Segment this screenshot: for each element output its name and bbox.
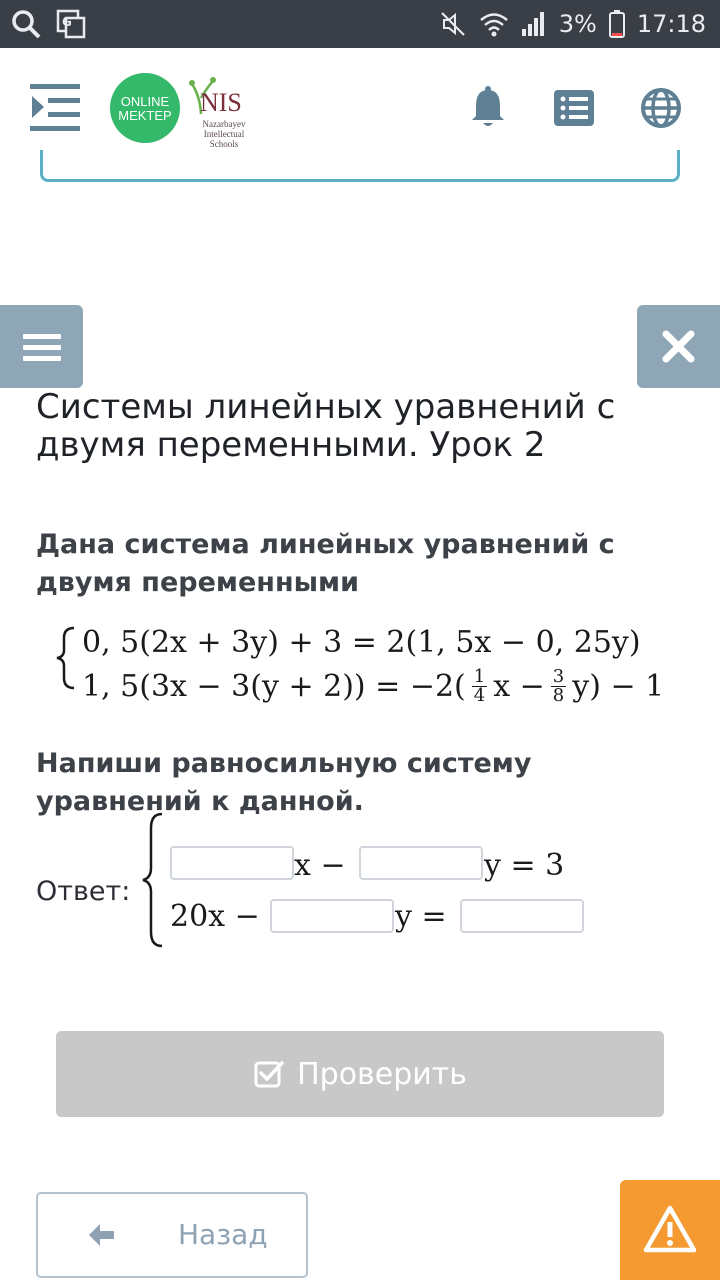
- status-bar: [0, 0, 720, 48]
- svg-text:G: G: [62, 15, 72, 29]
- close-lesson-button[interactable]: [637, 305, 720, 388]
- answer-input-x-coefficient[interactable]: [170, 846, 294, 880]
- equation-2-start: 1, 5(3x − 3(y + 2)) = −2(: [82, 669, 466, 704]
- battery-percent: 3%: [558, 10, 597, 38]
- nis-subtitle-line-1: Nazarbayev: [202, 119, 246, 129]
- answer-y-equals: y =: [395, 899, 447, 934]
- check-button-label: Проверить: [297, 1056, 467, 1092]
- globe-icon[interactable]: [639, 86, 683, 130]
- answer-label: Ответ:: [36, 876, 131, 907]
- answer-brace: [140, 812, 166, 948]
- equation-2: [82, 668, 664, 705]
- nis-subtitle-line-3: Schools: [209, 139, 239, 149]
- answer-20x-minus: 20x −: [170, 899, 260, 934]
- back-button[interactable]: [36, 1192, 308, 1278]
- battery-icon: [609, 10, 625, 38]
- wifi-icon: [479, 11, 509, 37]
- nis-logo: [186, 76, 256, 149]
- mute-icon: [439, 10, 467, 38]
- equation-2-end: y) − 1: [572, 669, 665, 704]
- logo-mektep-text: MEKTEP: [118, 108, 172, 123]
- report-problem-button[interactable]: [620, 1180, 720, 1280]
- arrow-left-icon: [86, 1220, 116, 1250]
- hamburger-icon: [0, 305, 83, 388]
- online-mektep-logo[interactable]: [110, 73, 180, 143]
- answer-input-y-coefficient[interactable]: [359, 846, 483, 880]
- menu-collapse-icon[interactable]: [30, 84, 82, 132]
- answer-input-constant[interactable]: [460, 899, 584, 933]
- search-icon: [10, 8, 42, 40]
- fraction-3-8: [551, 668, 566, 705]
- answer-x-minus: x −: [294, 848, 346, 883]
- nis-title: NIS: [200, 88, 242, 117]
- fraction-numerator: 3: [552, 666, 565, 687]
- checkbox-check-icon: [253, 1058, 285, 1090]
- task-prompt: Дана система линейных уравнений с двумя переменными: [36, 529, 615, 598]
- close-icon: [637, 305, 720, 388]
- lesson-title: Системы линейных уравнений с двумя переменными. Урок 2: [36, 387, 616, 465]
- answer-y-equals-3: y = 3: [484, 848, 565, 883]
- fraction-denominator: 8: [552, 685, 565, 706]
- fraction-1-4: [472, 668, 487, 705]
- fraction-denominator: 4: [473, 685, 486, 706]
- equation-1: 0, 5(2x + 3y) + 3 = 2(1, 5x − 0, 25y): [82, 625, 641, 660]
- lesson-menu-button[interactable]: [0, 305, 83, 388]
- nis-subtitle: [194, 119, 254, 149]
- logo-online-text: ONLINE: [120, 94, 170, 109]
- task-instruction: Напиши равносильную систему уравнений к данной.: [36, 748, 532, 817]
- check-button[interactable]: [56, 1031, 664, 1117]
- system-brace: [54, 626, 78, 690]
- translate-icon: [56, 9, 86, 39]
- clock-time: 17:18: [636, 10, 706, 38]
- dropdown-panel-edge: [40, 150, 680, 182]
- answer-input-y-coefficient-2[interactable]: [270, 899, 394, 933]
- fraction-numerator: 1: [473, 666, 486, 687]
- list-icon[interactable]: [552, 86, 596, 130]
- warning-icon: [620, 1180, 720, 1280]
- bell-icon[interactable]: [466, 86, 510, 130]
- nis-subtitle-line-2: Intellectual: [203, 129, 245, 139]
- signal-icon: [521, 11, 547, 37]
- equation-2-mid: x −: [493, 669, 545, 704]
- back-button-label: Назад: [178, 1218, 268, 1251]
